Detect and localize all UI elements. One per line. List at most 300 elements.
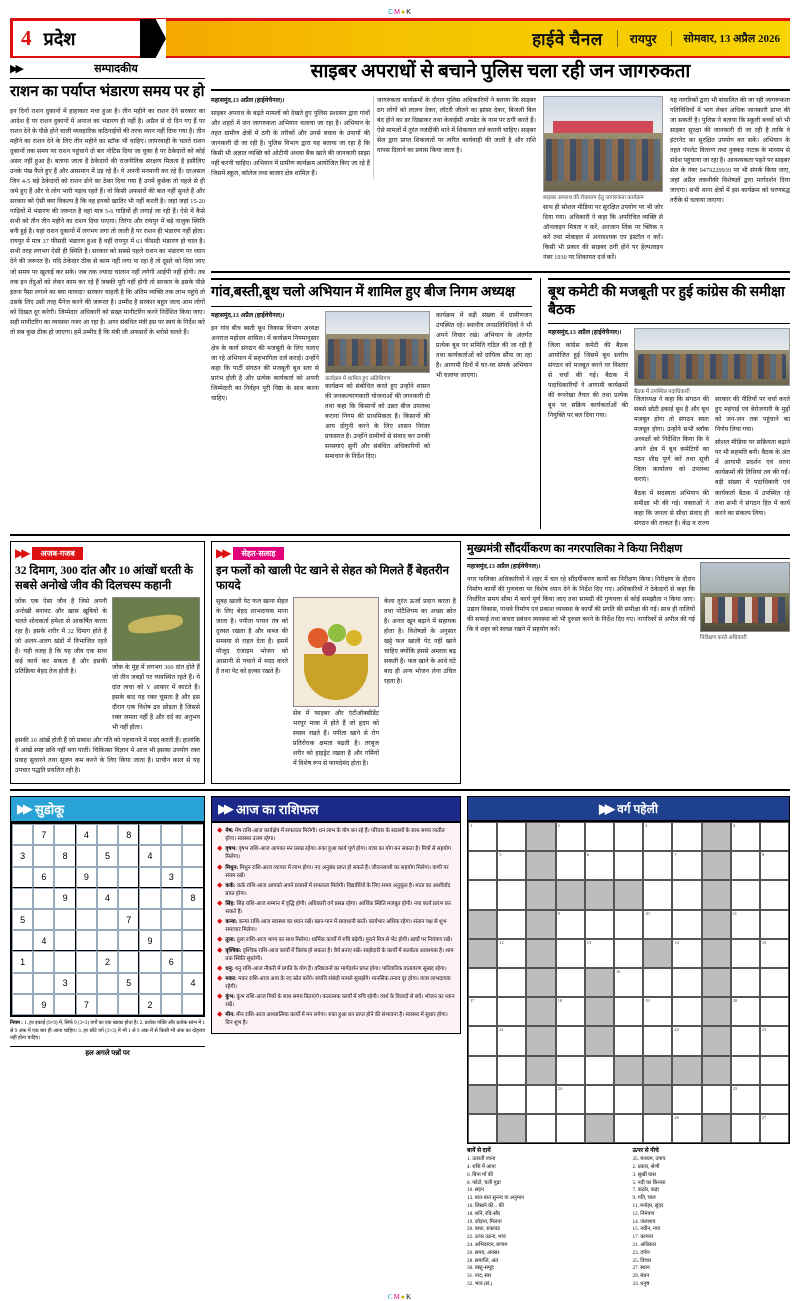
crossword-cell[interactable]: 11 xyxy=(731,910,760,939)
crossword-cell[interactable] xyxy=(497,997,526,1026)
crossword-cell[interactable] xyxy=(468,880,497,909)
crossword-across-head: बायें से दायें xyxy=(467,1148,491,1155)
crossword-cell[interactable]: 15 xyxy=(760,939,789,968)
crossword-cell[interactable] xyxy=(731,1056,760,1085)
sudoku-cell[interactable] xyxy=(97,824,118,845)
crossword-cell[interactable] xyxy=(760,910,789,939)
crossword-cell[interactable] xyxy=(468,851,497,880)
sudoku-cell[interactable]: 4 xyxy=(182,973,203,994)
crossword-block xyxy=(526,1026,555,1055)
crossword-cell[interactable] xyxy=(731,851,760,880)
sudoku-cell[interactable] xyxy=(161,909,182,930)
puzzle-row xyxy=(10,796,790,1289)
horoscope-item-text: वृश्चिक: वृश्चिक राशि-आज कार्यों में विलंब हो सकता है। धैर्य बनाए रखें। साझेदारी के कार्यों में सतर्कता आवश्यक है। शाम तक स्थिति सुधरेगी। xyxy=(225,947,454,962)
crossword-cell[interactable] xyxy=(614,910,643,939)
crossword-cell[interactable]: 5 xyxy=(497,851,526,880)
crossword-cell[interactable]: 1 xyxy=(468,822,497,851)
lead-paragraph-1: साइबर अपराध के बढ़ते मामलों को देखते हुए पुलिस प्रशासन द्वारा गांवों और शहरों में जन जागरुकता अभियान चलाया जा रहा है। अभियान के तहत ग्रामीण क्षेत्रों में ठगी के तरीकों और उनसे बचाव के उपायों की जानकारी दी जा रही है। पुलिस विभाग द्वारा यह बताया जा रहा है कि किसी भी अज्ञात व्यक्ति को ओटीपी अथवा बैंक खाते की जानकारी साझा नहीं करनी चाहिए। अभियान में ग्रामीण कार्यक्रम आयोजित किए जा रहे हैं जिसमें स्कूल, कॉलेज तथा बाजार क्षेत्र शामिल हैं। xyxy=(211,109,370,178)
crossword-cell[interactable] xyxy=(497,1085,526,1114)
crossword-cell[interactable] xyxy=(556,851,585,880)
masthead-right xyxy=(166,19,790,58)
sudoku-cell[interactable]: 4 xyxy=(139,845,160,866)
edition-city: रायपुर xyxy=(617,30,657,47)
sudoku-cell[interactable]: 2 xyxy=(139,994,160,1015)
horoscope-item-text: कर्क: कर्क राशि-आज आपको अपने प्रयासों में सफलता मिलेगी। विद्यार्थियों के लिए समय अनुकूल है। माता का आशीर्वाद प्राप्त होगा। xyxy=(225,882,451,897)
crossword-block xyxy=(556,880,585,909)
sudoku-rules-text: 1. हर इकाई (9×9) में, सिर्फ 9 (3×3) वर्गों का एक खाका होता है। 2. प्रत्येक पंक्ति और प्रत्येक स्तंभ में 1 से 9 अंक में एक बार ही आना चाहिए। 3. हर छोटे वर्ग (3×3) में भी 1 से 9 अंक में से किसी भी अंक का दोहराव नहीं होना चाहिए। xyxy=(10,1021,205,1042)
sudoku-cell[interactable] xyxy=(33,909,54,930)
sudoku-cell[interactable] xyxy=(12,867,33,888)
crossword-block xyxy=(585,1114,614,1143)
crossword-cell[interactable] xyxy=(614,1085,643,1114)
crossword-clue: 6. बिना माँ की xyxy=(467,1171,494,1178)
crossword-clue: 5. नदी का किनारा xyxy=(632,1179,666,1186)
crossword-clue: 27. स्थान xyxy=(632,1265,650,1272)
lead-paragraph-3: साथ ही सोशल मीडिया पर सुरक्षित उपयोग पर भी जोर दिया गया। अधिकारी ने कहा कि अपरिचित व्यक्ति से ऑनलाइन मित्रता न करें, अनजान लिंक पर क्लिक न करें तथा मोबाइल में अनावश्यक एप इंस्टॉल न करें। किसी भी प्रकार की साइबर ठगी होने पर हेल्पलाइन नंबर 1930 पर शिकायत दर्ज करें। xyxy=(543,203,663,262)
sudoku-rules xyxy=(10,1020,205,1043)
crossword-cell[interactable]: 10 xyxy=(643,910,672,939)
crossword-clue: 19. जोड़ना, मिलना xyxy=(467,1218,502,1225)
lead-dateline: महासमुंद,13 अप्रैल (हाईवेचैनल)। xyxy=(211,96,285,104)
sudoku-cell[interactable] xyxy=(161,994,182,1015)
crossword-block xyxy=(643,1056,672,1085)
horoscope-item-text: कुंभ: कुंभ राशि-आज मित्रों के साथ समय बिताएंगे। कलात्मक कार्यों में रुचि रहेगी। व्यर्थ के विवादों से बचें। भोजन का ध्यान रखें। xyxy=(225,994,455,1009)
crossword-block xyxy=(526,997,555,1026)
bullet-icon: ◆ xyxy=(217,973,223,982)
sudoku-cell[interactable] xyxy=(54,824,75,845)
crossword-cell[interactable] xyxy=(614,997,643,1026)
crossword-cell[interactable]: 17 xyxy=(468,997,497,1026)
feature-amazing-paragraph-3: इसकी 10 आंखें होती हैं जो प्रकाश और गति को पहचानने में मदद करती हैं। हालांकि ये आंखें स्पष्ट छवि नहीं बना पातीं। चिकित्सा विज्ञान में आज भी इसका उपयोग रक्त प्रवाह सुधारने तथा सूजन कम करने के लिए किया जाता है। प्राचीन काल से यह उपचार पद्धति प्रचलित रही है। xyxy=(15,736,200,775)
lead-story xyxy=(211,61,790,266)
sudoku-cell[interactable] xyxy=(182,867,203,888)
crossword-cell[interactable] xyxy=(760,1085,789,1114)
sudoku-cell[interactable] xyxy=(139,867,160,888)
story-three-cols xyxy=(634,395,790,529)
sudoku-cell[interactable]: 8 xyxy=(54,845,75,866)
crossword-cell[interactable]: 14 xyxy=(672,939,701,968)
story-two-paragraph-1: इन गांव बीच बस्ती बूथ विकास विभाग अध्यक्ष अनराज महोदय शामिल। में कार्यक्रम नियमानुसार क्षेत्र के कार्य संगठन की मजबूती के लिए चलाए जा रहे अभियान में सहभागिता दर्ज कराई। उन्होंने कहा कि पार्टी संगठन की मजबूती बूथ स्तर से प्रारंभ होती है और प्रत्येक कार्यकर्ता को अपनी जिम्मेदारी का निर्वहन पूरी निष्ठा के साथ करना चाहिए। xyxy=(211,324,319,402)
sudoku-cell[interactable]: 5 xyxy=(118,973,139,994)
crossword-cell[interactable]: 4 xyxy=(731,822,760,851)
sudoku-cell[interactable]: 3 xyxy=(54,973,75,994)
feature-health-col1 xyxy=(216,597,288,677)
crossword-cell[interactable] xyxy=(731,1114,760,1143)
crossword-across-list xyxy=(467,1156,625,1289)
horoscope-item xyxy=(217,900,455,916)
crossword-block xyxy=(585,1026,614,1055)
sudoku-cell[interactable]: 4 xyxy=(76,824,97,845)
bullet-icon: ◆ xyxy=(217,917,223,926)
crossword-cell[interactable] xyxy=(614,1026,643,1055)
sudoku-cell[interactable]: 9 xyxy=(54,888,75,909)
crossword-cell[interactable] xyxy=(585,1056,614,1085)
bullet-icon: ◆ xyxy=(217,963,223,972)
sudoku-cell[interactable] xyxy=(12,930,33,951)
sudoku-cell[interactable] xyxy=(139,973,160,994)
sudoku-cell[interactable] xyxy=(139,909,160,930)
crossword-cell[interactable]: 16 xyxy=(614,968,643,997)
crossword-cell[interactable]: 7 xyxy=(672,851,701,880)
crossword-cell[interactable] xyxy=(497,968,526,997)
sudoku-cell[interactable]: 7 xyxy=(76,994,97,1015)
publication-brand: हाईवे चैनल xyxy=(532,30,603,49)
crossword-header xyxy=(467,796,790,821)
lead-paragraph-2: जागरुकता कार्यक्रमों के दौरान पुलिस अधिकारियों ने बताया कि साइबर ठग लोगों को लालच देकर, लॉटरी जीतने का झांसा देकर, बिजली बिल बंद होने का डर दिखाकर तथा केवाईसी अपडेट के नाम पर ठगी करते हैं। ऐसे मामलों में तुरंत नजदीकी थाने में शिकायत दर्ज करानी चाहिए। साइबर सेल द्वारा प्राप्त शिकायतों पर त्वरित कार्यवाही की जाती है और राशि वापस दिलाने का प्रयास किया जाता है। xyxy=(377,96,537,155)
crossword-cell[interactable] xyxy=(731,880,760,909)
crossword-block xyxy=(702,822,731,851)
sudoku-cell[interactable]: 8 xyxy=(118,824,139,845)
crossword-cell[interactable] xyxy=(497,822,526,851)
feature-health xyxy=(211,541,461,784)
crossword-cell[interactable] xyxy=(497,910,526,939)
crossword-cell[interactable] xyxy=(556,939,585,968)
sudoku-cell[interactable]: 4 xyxy=(33,930,54,951)
crossword-cell[interactable] xyxy=(497,1056,526,1085)
feature-inspection-caption: निरीक्षण करते अधिकारी xyxy=(700,634,747,641)
crossword-clue: 23. दर्पण xyxy=(632,1249,650,1256)
feature-inspection-paragraph: नगर पालिका अधिकारियों ने शहर में चल रहे सौंदर्यीकरण कार्यों का निरीक्षण किया। निरीक्षण के दौरान निर्माण कार्यों की गुणवत्ता पर विशेष ध्यान देने के निर्देश दिए गए। अधिकारियों ने ठेकेदारों से कहा कि निर्धारित समय सीमा में कार्य पूर्ण किया जाए तथा सामग्री की गुणवत्ता से कोई समझौता न किया जाए। उद्यान विकास, पाथवे निर्माण एवं प्रकाश व्यवस्था के कार्यों की प्रगति की समीक्षा की गई। साथ ही नालियों की सफाई तथा कचरा प्रबंधन व्यवस्था को भी दुरुस्त करने के निर्देश दिए गए। नागरिकों से अपील की गई कि वे शहर को स्वच्छ रखने में सहयोग करें। xyxy=(467,575,695,633)
crossword-cell[interactable] xyxy=(585,1085,614,1114)
crossword-block xyxy=(468,939,497,968)
crossword-cell[interactable] xyxy=(526,1085,555,1114)
crossword-cell[interactable]: 2 xyxy=(556,822,585,851)
crossword-clue: 22. ऊपर उठना, भाव xyxy=(467,1234,506,1241)
feature-inspection-photo xyxy=(700,562,790,632)
sudoku-cell[interactable]: 9 xyxy=(33,994,54,1015)
horoscope-item xyxy=(217,947,455,963)
sudoku-cell[interactable] xyxy=(118,845,139,866)
crossword-cell[interactable] xyxy=(760,822,789,851)
sudoku-cell[interactable] xyxy=(182,930,203,951)
feature-health-tag: सेहत-सलाह xyxy=(233,547,283,560)
sudoku-cell[interactable] xyxy=(182,824,203,845)
sudoku-cell[interactable] xyxy=(54,930,75,951)
sudoku-cell[interactable]: 9 xyxy=(139,930,160,951)
feature-amazing xyxy=(10,541,205,784)
sudoku-cell[interactable]: 7 xyxy=(33,824,54,845)
story-two-paragraph-3: कार्यक्रम में बड़ी संख्या में ग्रामीणजन उपस्थित रहे। स्थानीय जनप्रतिनिधियों ने भी अपने विचार रखे। अभियान के अंतर्गत प्रत्येक बूथ पर समिति गठित की जा रही है तथा कार्यकर्ताओं को दायित्व सौंपा जा रहा है। आगामी दिनों में घर-घर संपर्क अभियान भी चलाया जाएगा। xyxy=(436,311,532,379)
crossword-block xyxy=(702,851,731,880)
sudoku-cell[interactable] xyxy=(118,888,139,909)
crossword-cell[interactable]: 6 xyxy=(585,851,614,880)
bullet-icon: ◆ xyxy=(217,935,223,944)
sudoku-cell[interactable]: 6 xyxy=(33,867,54,888)
crossword-cell[interactable]: 25 xyxy=(731,1085,760,1114)
crossword-cell[interactable] xyxy=(614,851,643,880)
crossword-cell[interactable]: 19 xyxy=(643,997,672,1026)
sudoku-grid[interactable] xyxy=(10,822,205,1017)
crossword-clue: 32. भाव (सं.) xyxy=(467,1280,493,1287)
sudoku-cell[interactable] xyxy=(76,930,97,951)
bullet-icon: ◆ xyxy=(217,880,223,889)
sudoku-cell[interactable] xyxy=(118,951,139,972)
crossword-cell[interactable]: 18 xyxy=(556,997,585,1026)
crossword-cell[interactable] xyxy=(760,968,789,997)
story-two-caption: कार्यक्रम में शामिल हुए अतिथिगण xyxy=(325,375,391,382)
lead-paragraph-4-wrap xyxy=(670,96,790,207)
story-three-photo xyxy=(634,328,790,386)
sudoku-cell[interactable]: 3 xyxy=(12,845,33,866)
crossword-block xyxy=(526,822,555,851)
crossword-cell[interactable] xyxy=(497,880,526,909)
crossword-cell[interactable]: 8 xyxy=(760,851,789,880)
crossword-cell[interactable]: 21 xyxy=(497,1026,526,1055)
crossword-cell[interactable]: 12 xyxy=(497,939,526,968)
crossword-cell[interactable]: 24 xyxy=(556,1085,585,1114)
editorial-column xyxy=(10,61,205,529)
crossword-panel xyxy=(467,796,790,1289)
sudoku-cell[interactable] xyxy=(33,973,54,994)
horoscope-item-text: मकर: मकर राशि-आज आय के नए स्रोत बनेंगे। संपत्ति संबंधी मामले सुलझेंगे। मानसिक तनाव दूर होगा। यात्रा लाभदायक रहेगी। xyxy=(225,975,451,990)
crossword-clue: 15. नवीन, नया xyxy=(632,1226,661,1233)
lead-text-left xyxy=(211,96,536,179)
editorial-title: राशन का पर्याप्त भंडारण समय पर हो xyxy=(10,84,205,100)
crossword-cell[interactable] xyxy=(731,968,760,997)
feature-health-paragraph-1: सुबह खाली पेट फल खाना सेहत के लिए बेहद लाभदायक माना जाता है। पपीता पाचन तंत्र को दुरुस्त रखता है और कब्ज की समस्या से राहत देता है। इसमें मौजूद एंजाइम भोजन को आसानी से पचाने में मदद करते हैं तथा पेट को हल्का रखते हैं। xyxy=(216,597,288,675)
crossword-grid[interactable] xyxy=(467,821,790,1144)
crossword-block xyxy=(468,1085,497,1114)
crossword-clue: 26. समय, अवसर xyxy=(467,1249,500,1256)
crossword-cell[interactable] xyxy=(760,1056,789,1085)
crossword-block xyxy=(672,1056,701,1085)
sudoku-cell[interactable] xyxy=(54,951,75,972)
sudoku-cell[interactable] xyxy=(76,888,97,909)
sudoku-cell[interactable] xyxy=(54,994,75,1015)
sudoku-cell[interactable] xyxy=(139,824,160,845)
sudoku-cell[interactable] xyxy=(182,951,203,972)
crossword-cell[interactable] xyxy=(614,822,643,851)
story-three-col1 xyxy=(548,328,628,421)
sudoku-cell[interactable]: 7 xyxy=(118,909,139,930)
feature-inspection xyxy=(467,541,790,784)
sudoku-answer-note: हल अगले पन्नों पर xyxy=(10,1046,205,1058)
sudoku-cell[interactable] xyxy=(118,994,139,1015)
crossword-cell[interactable] xyxy=(556,968,585,997)
sudoku-cell[interactable] xyxy=(12,973,33,994)
sudoku-cell[interactable] xyxy=(97,994,118,1015)
crossword-cell[interactable] xyxy=(731,1026,760,1055)
crossword-cell[interactable]: 9 xyxy=(556,910,585,939)
feature-health-col3 xyxy=(384,597,456,687)
crossword-block xyxy=(526,851,555,880)
feature-health-title: इन फलों को खाली पेट खाने से सेहत को मिलते हैं बेहतरीन फायदे xyxy=(216,564,449,592)
crossword-clue: 28. समाप्ति, अंत xyxy=(467,1257,499,1264)
crossword-cell[interactable] xyxy=(760,880,789,909)
crossword-clue: 33. धनुष xyxy=(632,1280,650,1287)
sudoku-cell[interactable] xyxy=(97,930,118,951)
crossword-cell[interactable] xyxy=(614,1114,643,1143)
bullet-icon: ◆ xyxy=(217,844,223,853)
page-body xyxy=(10,61,790,529)
crossword-cell[interactable] xyxy=(643,1114,672,1143)
crossword-block xyxy=(702,880,731,909)
sudoku-cell[interactable] xyxy=(76,951,97,972)
horoscope-item-text: वृषभ: वृषभ राशि-आज आपका मन प्रसन्न रहेगा। रुका हुआ कार्य पूर्ण होगा। यात्रा का योग बन सकता है। मित्रों से सहयोग मिलेगा। xyxy=(225,846,451,861)
sudoku-cell[interactable] xyxy=(161,824,182,845)
sudoku-cell[interactable]: 6 xyxy=(161,951,182,972)
crossword-clue: 12. निमंत्रण xyxy=(632,1210,655,1217)
crossword-cell[interactable]: 13 xyxy=(585,939,614,968)
sudoku-cell[interactable]: 1 xyxy=(12,951,33,972)
crossword-cell[interactable] xyxy=(643,880,672,909)
crossword-cell[interactable]: 23 xyxy=(760,1026,789,1055)
horoscope-item xyxy=(217,965,455,973)
feature-amazing-title: 32 दिमाग, 300 दांत और 10 आंखों धरती के सबसे अनोखे जीव की दिलचस्प कहानी xyxy=(15,564,193,592)
bullet-icon: ◆ xyxy=(217,862,223,871)
horoscope-item-text: मेष: मेष राशि-आज कार्यक्षेत्र में सफलता मिलेगी। धन लाभ के योग बन रहे हैं। परिवार के सदस्यों के साथ समय व्यतीत होगा। स्वास्थ्य उत्तम रहेगा। xyxy=(225,828,445,843)
footer-cmyk-mark: CM●K xyxy=(387,1292,413,1301)
crossword-cell[interactable] xyxy=(556,1026,585,1055)
horoscope-item xyxy=(217,845,455,861)
sudoku-cell[interactable] xyxy=(161,845,182,866)
sudoku-cell[interactable] xyxy=(182,845,203,866)
crossword-cell[interactable] xyxy=(672,1085,701,1114)
crossword-block xyxy=(643,939,672,968)
crossword-block xyxy=(526,880,555,909)
crossword-clue: 20. बाधा, रुकावट xyxy=(467,1226,501,1233)
crossword-cell[interactable] xyxy=(643,968,672,997)
crossword-cell[interactable] xyxy=(468,968,497,997)
crossword-block xyxy=(585,880,614,909)
feature-amazing-paragraph-2: जोंक के मुंह में लगभग 300 दांत होते हैं जो तीन जबड़ों पर व्यवस्थित रहते हैं। ये दांत त्वचा को Y आकार में काटते हैं। इसके बाद यह रक्त चूसता है और इस दौरान एक विशेष द्रव छोड़ता है जिससे रक्त जमता नहीं है और दर्द का अनुभव भी नहीं होता। xyxy=(112,663,200,731)
sudoku-cell[interactable] xyxy=(12,888,33,909)
sudoku-cell[interactable] xyxy=(76,845,97,866)
bullet-icon: ◆ xyxy=(217,1010,223,1019)
bullet-icon: ◆ xyxy=(217,992,223,1001)
crossword-clue: 4. राशि में आना xyxy=(467,1163,496,1170)
sudoku-cell[interactable] xyxy=(118,867,139,888)
sudoku-cell[interactable]: 5 xyxy=(97,845,118,866)
sudoku-cell[interactable] xyxy=(54,909,75,930)
crossword-cell[interactable]: 22 xyxy=(672,1026,701,1055)
sudoku-cell[interactable] xyxy=(33,951,54,972)
sudoku-cell[interactable] xyxy=(97,867,118,888)
page-number: 4 xyxy=(21,26,32,50)
sudoku-cell[interactable]: 8 xyxy=(182,888,203,909)
sudoku-cell[interactable] xyxy=(12,994,33,1015)
crossword-cell[interactable] xyxy=(672,968,701,997)
horoscope-item xyxy=(217,918,455,934)
masthead-left xyxy=(10,19,140,58)
cmyk-registration-mark: CM●K xyxy=(388,9,412,16)
crossword-clues xyxy=(467,1147,790,1289)
horoscope-item xyxy=(217,975,455,991)
sudoku-cell[interactable] xyxy=(182,909,203,930)
story-two-col1 xyxy=(211,311,319,404)
crossword-cell[interactable] xyxy=(672,997,701,1026)
sudoku-cell[interactable]: 9 xyxy=(76,867,97,888)
sudoku-header xyxy=(10,796,205,822)
sudoku-cell[interactable] xyxy=(12,824,33,845)
crossword-cell[interactable] xyxy=(585,910,614,939)
sudoku-cell[interactable] xyxy=(54,867,75,888)
sudoku-cell[interactable]: 3 xyxy=(161,867,182,888)
crossword-cell[interactable] xyxy=(643,1026,672,1055)
horoscope-item-text: मीन: मीन राशि-आज आध्यात्मिक कार्यों में मन लगेगा। रुका हुआ धन प्राप्त होने की संभावना है। स्वास्थ्य में सुधार होगा। दिन शुभ है। xyxy=(225,1012,448,1027)
lead-story-photo xyxy=(543,96,663,192)
horoscope-item xyxy=(217,827,455,843)
sudoku-cell[interactable] xyxy=(161,973,182,994)
feature-row xyxy=(10,541,790,784)
crossword-cell[interactable] xyxy=(526,1114,555,1143)
story-two-col2 xyxy=(325,382,430,462)
horoscope-list xyxy=(211,822,461,1034)
sudoku-cell[interactable] xyxy=(97,909,118,930)
masthead-arrow-icon xyxy=(140,19,166,58)
feature-health-paragraph-2: सेब में फाइबर और एंटीऑक्सीडेंट भरपूर मात्रा में होते हैं जो हृदय को स्वस्थ रखते हैं। पपीता खाने से रोग प्रतिरोधक क्षमता बढ़ती है। तरबूज शरीर को हाइड्रेट रखता है और गर्मियों में विशेष रूप से फायदेमंद होता है। xyxy=(293,709,379,767)
story-three-caption: बैठक में उपस्थित पदाधिकारी xyxy=(634,389,690,396)
crossword-clue: 3. सूखी घास xyxy=(632,1171,656,1178)
crossword-block xyxy=(614,880,643,909)
crossword-cell[interactable]: 20 xyxy=(731,997,760,1026)
crossword-cell[interactable] xyxy=(731,939,760,968)
crossword-cell[interactable] xyxy=(643,851,672,880)
bullet-icon: ◆ xyxy=(217,826,223,835)
crossword-cell[interactable] xyxy=(468,1114,497,1143)
sudoku-cell[interactable]: 2 xyxy=(97,951,118,972)
crossword-block xyxy=(614,1056,643,1085)
sudoku-cell[interactable] xyxy=(76,973,97,994)
feature-health-tagbar xyxy=(216,546,456,561)
sudoku-cell[interactable] xyxy=(118,930,139,951)
sudoku-cell[interactable] xyxy=(97,973,118,994)
story-two-paragraph-2: कार्यक्रम को संबोधित करते हुए उन्होंने शासन की जनकल्याणकारी योजनाओं की जानकारी दी तथा कहा कि किसानों को उन्नत बीज उपलब्ध कराना निगम की प्राथमिकता है। किसानों की आय दोगुनी करने के लिए शासन निरंतर प्रयासरत है। उन्होंने ग्रामीणों से संवाद कर उनकी समस्याएं सुनीं और संबंधित अधिकारियों को समाधान के निर्देश दिए। xyxy=(325,382,430,460)
crossword-cell[interactable] xyxy=(702,1085,731,1114)
crossword-block xyxy=(585,997,614,1026)
chevron-right-icon: ▶▶ xyxy=(599,800,612,816)
crossword-block xyxy=(585,968,614,997)
sudoku-cell[interactable] xyxy=(182,994,203,1015)
sudoku-cell[interactable] xyxy=(76,909,97,930)
crossword-cell[interactable] xyxy=(614,939,643,968)
crossword-cell[interactable] xyxy=(556,1056,585,1085)
lead-photo-caption: साइबर अपराध की रोकथाम हेतु जागरुकता कार्यक्रम xyxy=(543,194,644,201)
crossword-cell[interactable] xyxy=(468,1056,497,1085)
feature-inspection-dateline: महासमुंद,13 अप्रैल (हाईवेचैनल)। xyxy=(467,562,541,570)
lead-headline: साइबर अपराधों से बचाने पुलिस चला रही जन जागरुकता xyxy=(211,61,790,91)
crossword-cell[interactable] xyxy=(468,1026,497,1055)
crossword-clue: 10. सहन xyxy=(467,1187,484,1194)
crossword-clue: 17. कामना xyxy=(632,1234,653,1241)
crossword-cell[interactable] xyxy=(760,997,789,1026)
feature-amazing-paragraph-1: जोंक एक ऐसा जीव है जिसे अपनी अनोखी बनावट और खास खूबियों के चलते शोधकर्ता हमेशा से आकर्षित करता रहा है। इसके शरीर में 32 दिमाग होते हैं जो अलग-अलग खंडों में विभाजित रहते हैं। यही वजह है कि यह जीव एक साथ कई कार्य कर सकता है और इसकी प्रतिक्रिया बेहद तेज होती है। xyxy=(15,597,107,675)
crossword-cell[interactable] xyxy=(672,822,701,851)
sudoku-cell[interactable] xyxy=(33,845,54,866)
crossword-cell[interactable] xyxy=(672,880,701,909)
crossword-cell[interactable]: 26 xyxy=(672,1114,701,1143)
sudoku-cell[interactable] xyxy=(161,930,182,951)
crossword-cell[interactable] xyxy=(556,1114,585,1143)
sudoku-cell[interactable] xyxy=(139,888,160,909)
crossword-cell[interactable] xyxy=(672,910,701,939)
sudoku-cell[interactable]: 5 xyxy=(12,909,33,930)
story-two-headline: गांव,बस्ती,बूथ चलो अभियान में शामिल हुए बीज निगम अध्यक्ष xyxy=(211,278,532,307)
crossword-clue: 30. वस्तु-समूह xyxy=(467,1265,494,1272)
feature-health-paragraph-3: केला तुरंत ऊर्जा प्रदान करता है तथा पोटैशियम का अच्छा स्रोत है। अनार खून बढ़ाने में सहायक होता है। विशेषज्ञों के अनुसार खट्टे फल खाली पेट नहीं खाने चाहिए क्योंकि इससे अम्लता बढ़ सकती है। फल खाने के आधे घंटे बाद ही अन्य भोजन लेना उचित रहता है। xyxy=(384,597,456,685)
secondary-stories xyxy=(211,278,790,529)
crossword-cell[interactable]: 3 xyxy=(643,822,672,851)
sudoku-cell[interactable]: 4 xyxy=(97,888,118,909)
sudoku-cell[interactable] xyxy=(139,951,160,972)
publication-date: सोमवार, 13 अप्रैल 2026 xyxy=(671,31,780,46)
crossword-cell[interactable]: 27 xyxy=(760,1114,789,1143)
crossword-clue: 14. जलाशय xyxy=(632,1218,656,1225)
sudoku-cell[interactable] xyxy=(33,888,54,909)
sudoku-cell[interactable] xyxy=(161,888,182,909)
chevron-right-icon: ▶▶ xyxy=(15,545,28,560)
crossword-cell[interactable] xyxy=(585,822,614,851)
